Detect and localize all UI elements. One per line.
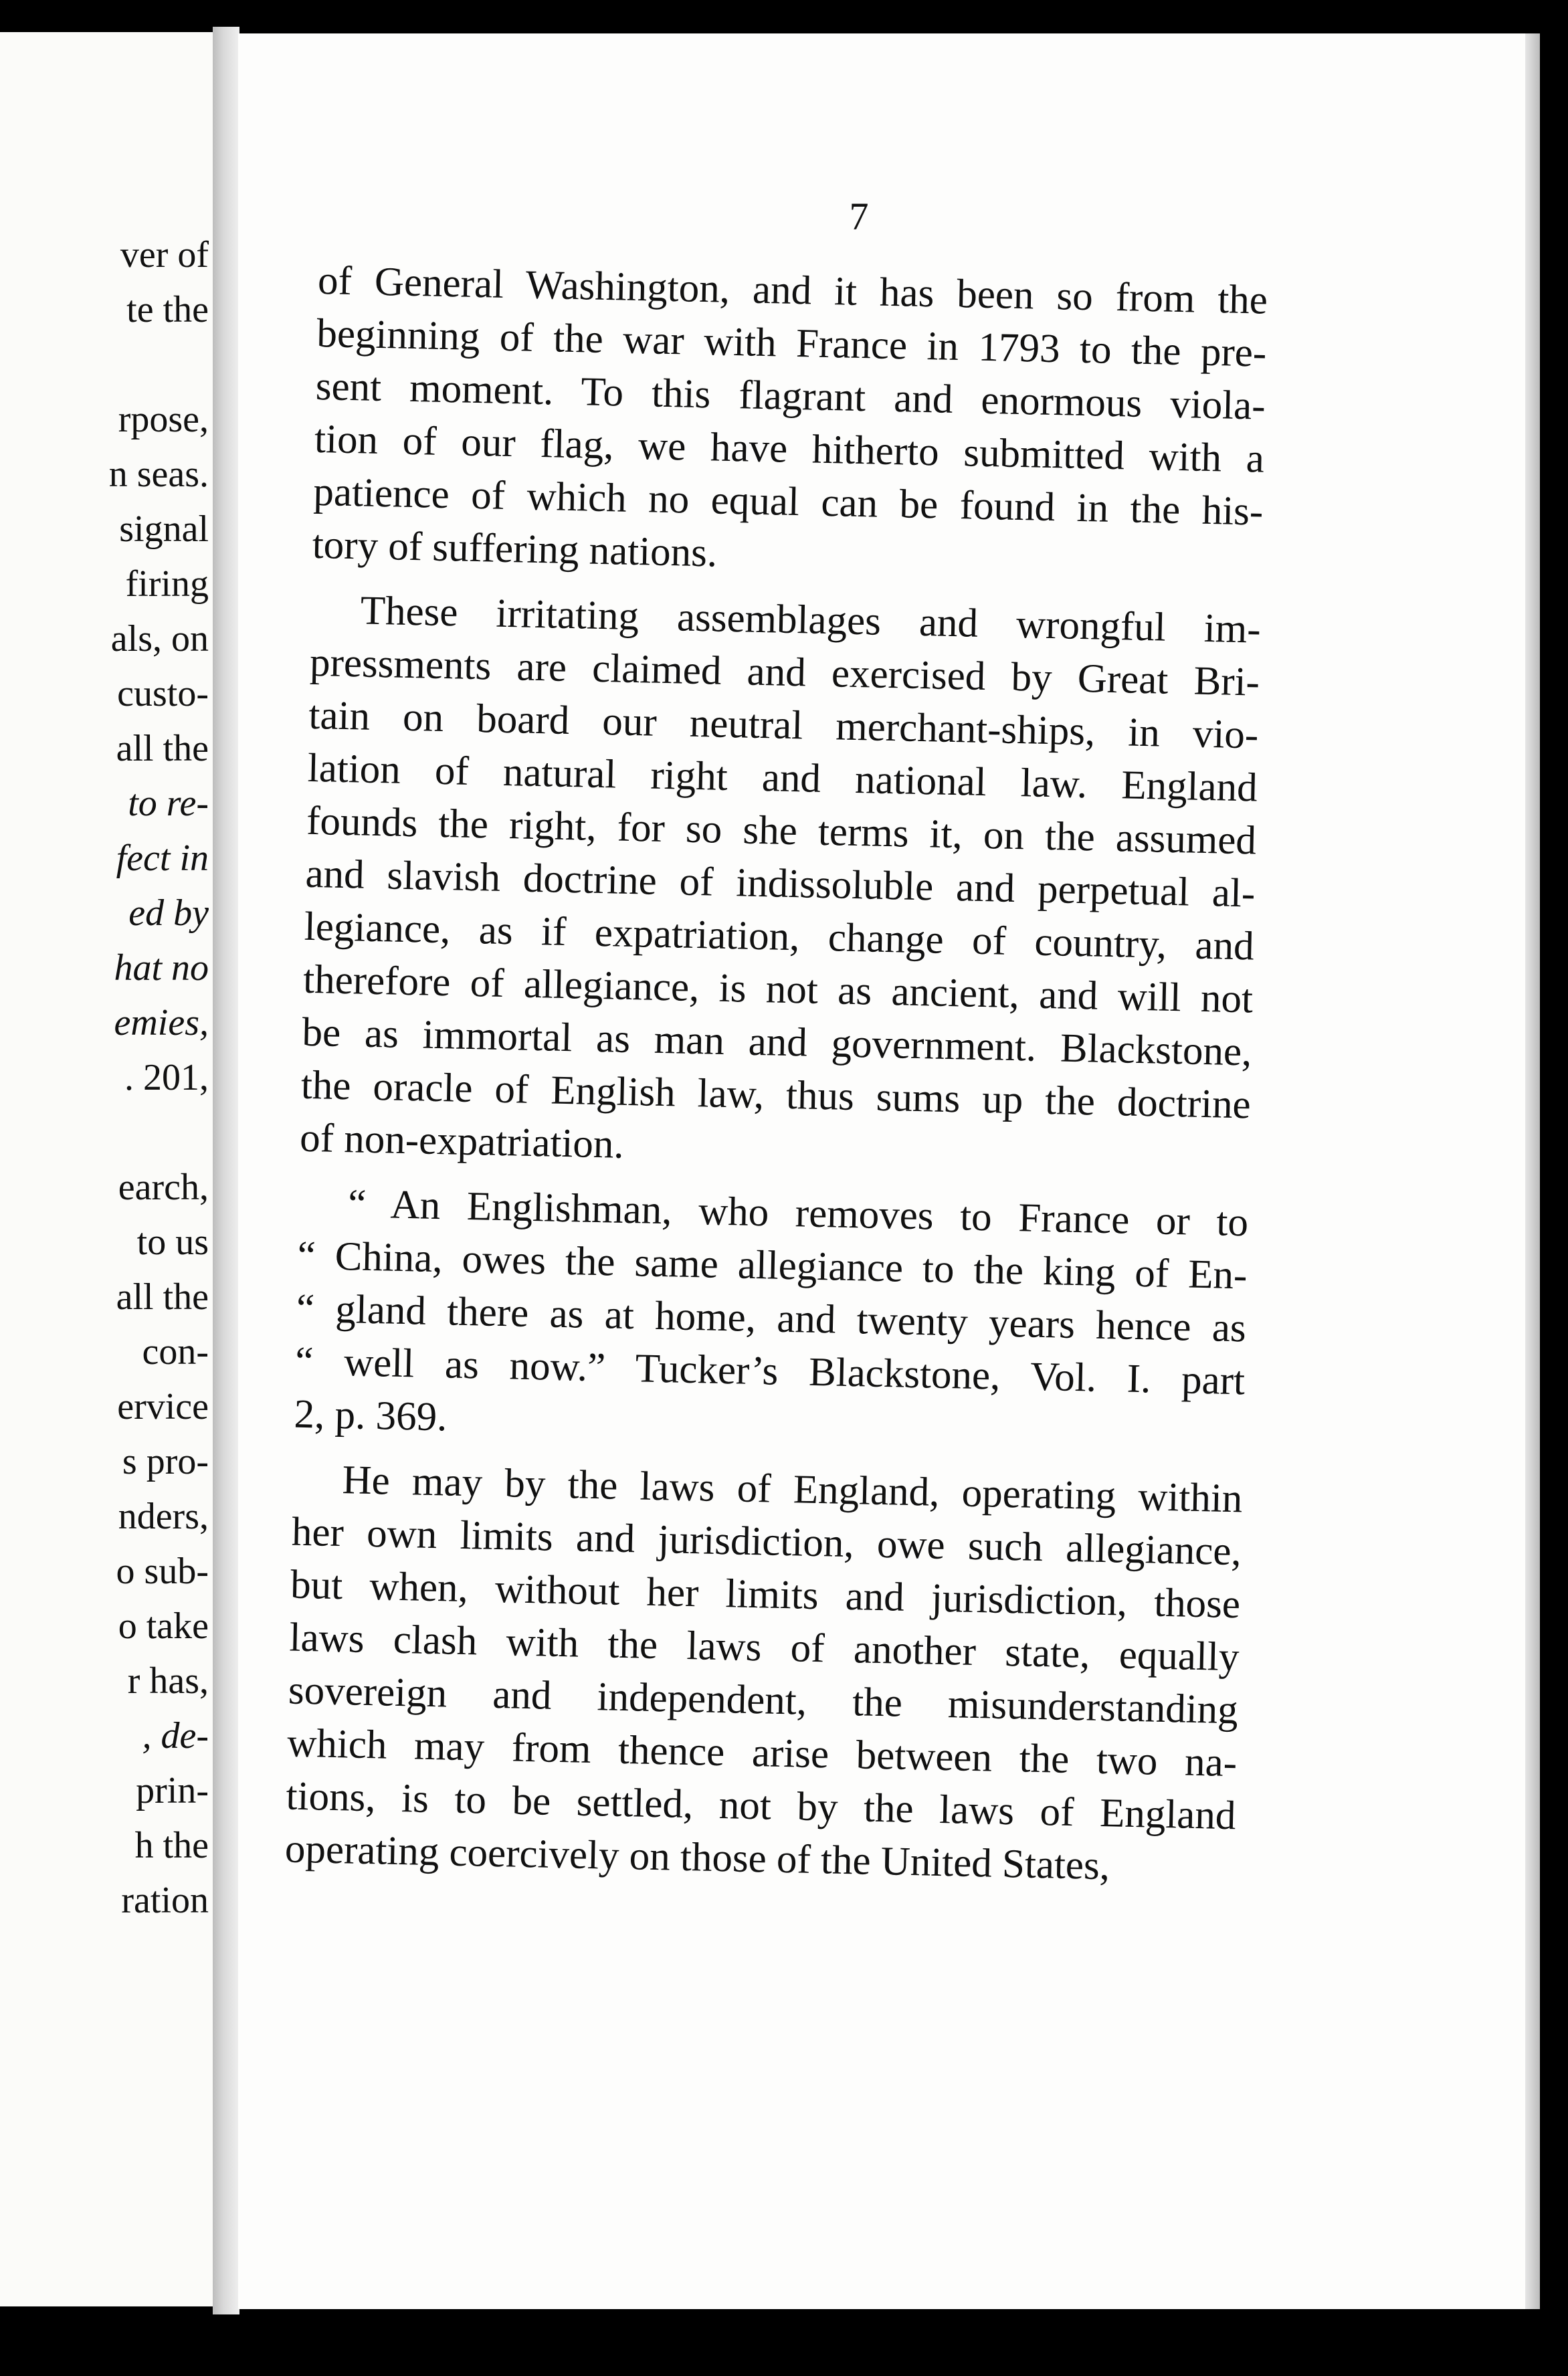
text-line: her own limits and jurisdiction, owe such allegiance, xyxy=(291,1509,1242,1575)
left-page-line: earch, xyxy=(118,1167,209,1208)
text-line: pressments are claimed and exercised by Great Bri- xyxy=(309,639,1260,705)
left-page-line: con- xyxy=(142,1331,209,1373)
left-page-line: n seas. xyxy=(108,454,209,495)
left-page-line: emies, xyxy=(114,1002,209,1044)
page-edge-shadow xyxy=(1525,33,1540,2309)
text-line: and slavish doctrine of indissoluble and perpetual al- xyxy=(304,851,1256,916)
text-line: These irritating assemblages and wrongful im- xyxy=(360,588,1262,652)
left-page-line: als, on xyxy=(110,618,209,660)
body-text xyxy=(284,254,1268,1895)
text-line: beginning of the war with France in 1793 to the pre- xyxy=(316,310,1267,376)
left-page-fragment xyxy=(0,32,213,2306)
left-page-line: prin- xyxy=(136,1770,209,1811)
text-line: “ An Englishman, who removes to France or to xyxy=(347,1181,1249,1246)
left-page-line: firing xyxy=(125,563,209,605)
text-line: tory of suffering nations. xyxy=(312,522,718,576)
left-page-line: nders, xyxy=(118,1496,209,1537)
left-page-line: r has, xyxy=(127,1660,209,1702)
text-line: He may by the laws of England, operating within xyxy=(341,1458,1244,1522)
text-line: of non-expatriation. xyxy=(299,1115,625,1167)
text-line: “ gland there as at home, and twenty years hence as xyxy=(296,1286,1247,1351)
book-gutter xyxy=(213,27,239,2314)
text-line: operating coercively on those of the United States, xyxy=(284,1826,1110,1889)
left-page-line: ver of xyxy=(120,234,209,276)
paragraph xyxy=(312,254,1268,591)
text-line: tain on board our neutral merchant-ships, in vio- xyxy=(308,692,1259,758)
left-page-line: all the xyxy=(116,728,209,769)
text-line: sent moment. To this flagrant and enormous viola- xyxy=(315,363,1266,429)
left-page-line: hat no xyxy=(114,947,209,989)
left-page-line: o take xyxy=(118,1605,209,1647)
left-page-line: fect in xyxy=(116,837,209,879)
left-page-line: to us xyxy=(136,1221,209,1263)
left-page-line: custo- xyxy=(117,673,209,714)
left-page-line: te the xyxy=(126,289,209,330)
text-line: of General Washington, and it has been so from the xyxy=(317,258,1268,323)
text-line: be as immortal as man and government. Blackstone, xyxy=(301,1009,1253,1075)
text-line: lation of natural right and national law. England xyxy=(307,745,1258,811)
text-line: tion of our flag, we have hitherto submitted with a xyxy=(314,416,1265,482)
text-line: but when, without her limits and jurisdiction, those xyxy=(290,1562,1241,1627)
left-page-line: to re- xyxy=(128,783,209,824)
left-page-line: , de- xyxy=(142,1715,209,1757)
left-page-line: ration xyxy=(121,1880,209,1921)
page-number: 7 xyxy=(849,195,869,238)
left-page-line: all the xyxy=(116,1276,209,1318)
text-line: founds the right, for so she terms it, on the assumed xyxy=(306,798,1257,864)
text-line: therefore of allegiance, is not as ancient, and will not xyxy=(302,957,1254,1022)
text-line: “ well as now.” Tucker’s Blackstone, Vol. I. part xyxy=(294,1339,1246,1404)
text-line: patience of which no equal can be found in the his- xyxy=(312,469,1264,534)
left-page-line: . 201, xyxy=(124,1057,209,1098)
paragraph xyxy=(299,583,1261,1185)
text-line: legiance, as if expatriation, change of country, and xyxy=(304,904,1255,969)
paragraph xyxy=(294,1177,1249,1461)
paragraph xyxy=(284,1453,1243,1896)
text-line: tions, is to be settled, not by the laws of England xyxy=(286,1773,1237,1839)
text-line: “ China, owes the same allegiance to the king of En- xyxy=(296,1233,1248,1298)
left-page-line: o sub- xyxy=(116,1551,209,1592)
text-line: which may from thence arise between the two na- xyxy=(286,1720,1238,1786)
left-page-text-column xyxy=(0,32,213,2306)
right-page xyxy=(238,33,1540,2309)
text-line: sovereign and independent, the misunderstanding xyxy=(288,1668,1239,1733)
left-page-line: ervice xyxy=(117,1386,209,1427)
left-page-line: signal xyxy=(119,508,209,550)
left-page-line: h the xyxy=(134,1825,209,1866)
left-page-line: rpose, xyxy=(118,399,209,440)
text-line: the oracle of English law, thus sums up the doctrine xyxy=(300,1062,1252,1128)
left-page-line: ed by xyxy=(128,892,209,934)
text-line: laws clash with the laws of another state, equally xyxy=(288,1615,1240,1680)
left-page-line: s pro- xyxy=(122,1441,209,1482)
text-line: 2, p. 369. xyxy=(293,1391,448,1440)
